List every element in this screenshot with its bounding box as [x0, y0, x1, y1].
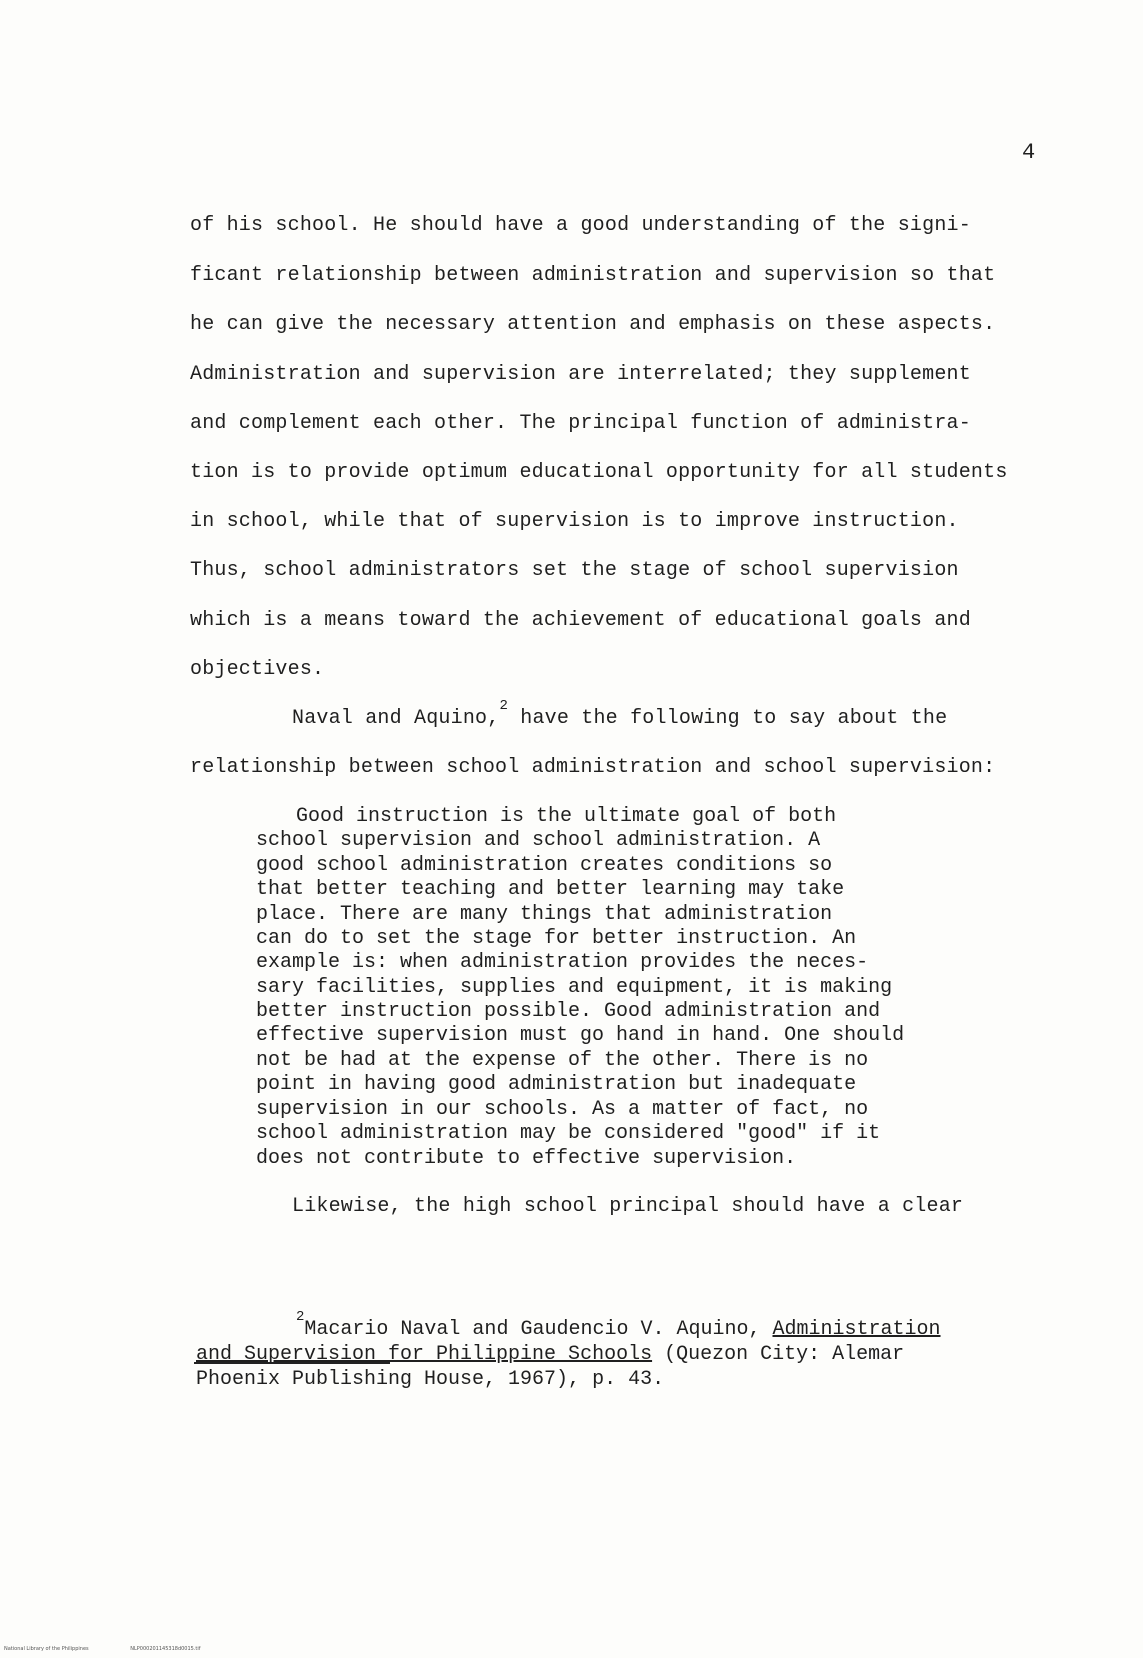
footnote-authors: Macario Naval and Gaudencio V. Aquino, — [304, 1318, 773, 1341]
footnote-line — [296, 1309, 941, 1341]
intro-line — [292, 698, 948, 730]
quote-line: not be had at the expense of the other. There is no — [256, 1049, 869, 1072]
quote-line: school administration may be considered "good" if it — [256, 1122, 881, 1145]
intro-text-after: have the following to say about the — [508, 707, 948, 730]
footnote-title: Administration — [772, 1318, 941, 1341]
quote-line: does not contribute to effective supervision. — [256, 1147, 797, 1170]
footnote-number: 2 — [296, 1309, 305, 1325]
footnote-line: Phoenix Publishing House, 1967), p. 43. — [196, 1368, 665, 1391]
quote-line: effective supervision must go hand in hand. One should — [256, 1024, 905, 1047]
footnote-line — [196, 1343, 904, 1366]
quote-line: better instruction possible. Good administration and — [256, 1000, 881, 1023]
quote-line: school supervision and school administration. A — [256, 829, 821, 852]
body-line: in school, while that of supervision is to improve instruction. — [190, 510, 959, 533]
page-number: 4 — [1022, 140, 1036, 165]
quote-line: good school administration creates conditions so — [256, 854, 833, 877]
quote-line: Good instruction is the ultimate goal of both — [296, 805, 837, 828]
archive-library: National Library of the Philippines — [4, 1646, 89, 1652]
quote-line: that better teaching and better learning may take — [256, 878, 845, 901]
body-line: and complement each other. The principal function of administra- — [190, 412, 971, 435]
quote-line: supervision in our schools. As a matter of fact, no — [256, 1098, 869, 1121]
footnote-publisher: (Quezon City: Alemar — [652, 1343, 905, 1366]
body-line: Administration and supervision are interrelated; they supplement — [190, 363, 971, 386]
archive-identifier: NLP000201145318d0015.tif — [130, 1646, 201, 1652]
body-line: he can give the necessary attention and emphasis on these aspects. — [190, 313, 996, 336]
body-line: Thus, school administrators set the stage of school supervision — [190, 559, 959, 582]
body-line: of his school. He should have a good understanding of the signi- — [190, 214, 971, 237]
quote-line: can do to set the stage for better instruction. An — [256, 927, 857, 950]
quote-line: sary facilities, supplies and equipment, it is making — [256, 976, 893, 999]
body-line: objectives. — [190, 658, 325, 681]
footnote-title: and Supervision for Philippine Schools — [196, 1343, 653, 1366]
quote-line: place. There are many things that administration — [256, 903, 833, 926]
body-line: ficant relationship between administration and supervision so that — [190, 264, 996, 287]
archive-footer — [4, 1646, 241, 1652]
closing-line: Likewise, the high school principal should have a clear — [292, 1195, 964, 1218]
body-line: tion is to provide optimum educational opportunity for all students — [190, 461, 1008, 484]
intro-line: relationship between school administration and school supervision: — [190, 756, 996, 779]
body-line: which is a means toward the achievement of educational goals and — [190, 609, 971, 632]
footnote-reference: 2 — [499, 698, 509, 714]
quote-line: point in having good administration but inadequate — [256, 1073, 857, 1096]
quote-line: example is: when administration provides the neces- — [256, 951, 869, 974]
intro-text-before: Naval and Aquino, — [292, 707, 500, 730]
